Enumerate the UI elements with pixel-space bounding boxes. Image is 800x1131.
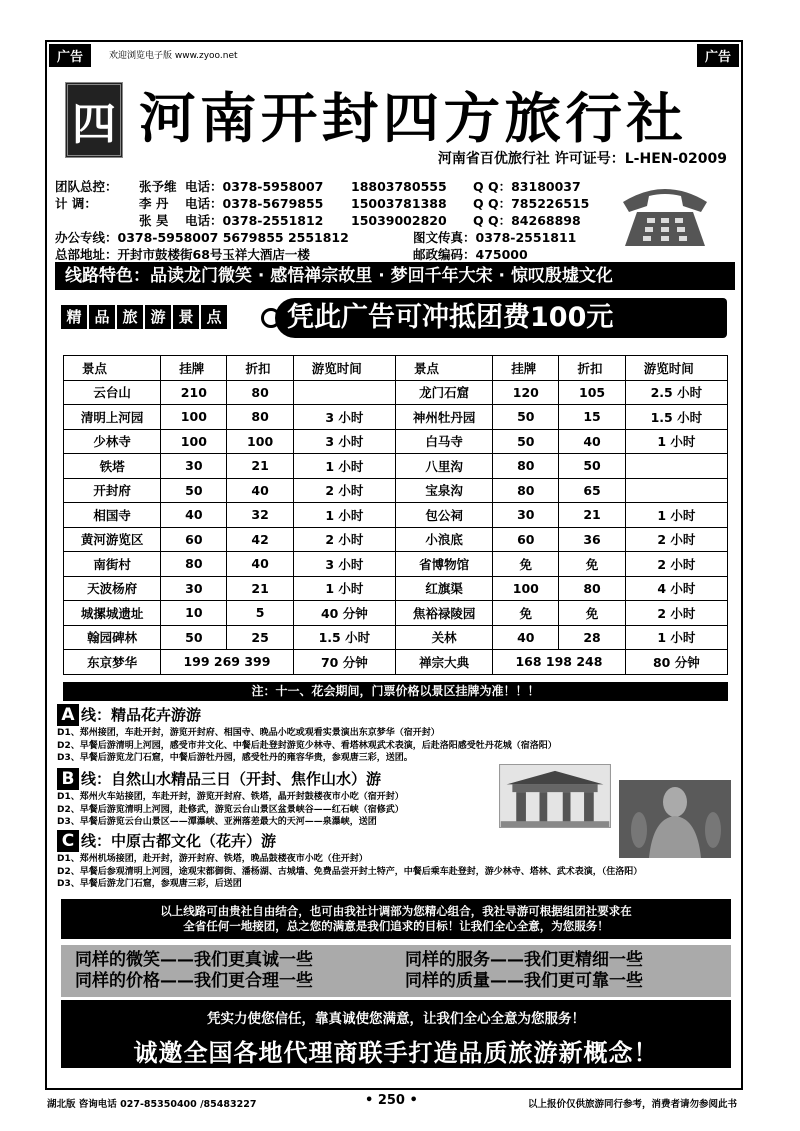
telephone-icon (617, 180, 713, 250)
logo-mark: 四 (72, 99, 116, 150)
table-cell: 40 (161, 503, 227, 528)
table-cell: 红旗渠 (395, 576, 492, 601)
table-row (64, 454, 728, 479)
table-row (64, 650, 728, 675)
table-cell: 50 (161, 478, 227, 503)
table-row (64, 478, 728, 503)
table-cell (625, 454, 727, 479)
table-cell: 天波杨府 (64, 576, 161, 601)
slogan-block (61, 945, 731, 997)
table-cell: 5 (227, 601, 293, 626)
table-cell: 清明上河园 (64, 405, 161, 430)
table-cell: 2 小时 (293, 527, 395, 552)
table-cell: 2 小时 (625, 552, 727, 577)
table-cell: 宝泉沟 (395, 478, 492, 503)
table-cell: 120 (493, 380, 559, 405)
table-cell: 白马寺 (395, 429, 492, 454)
table-cell: 65 (559, 478, 625, 503)
table-cell: 100 (227, 429, 293, 454)
table-cell: 3 小时 (293, 552, 395, 577)
table-cell: 省博物馆 (395, 552, 492, 577)
route-heading: C 线：中原古都文化（花卉）游 (57, 830, 747, 852)
table-cell: 42 (227, 527, 293, 552)
table-cell: 2.5 小时 (625, 380, 727, 405)
table-cell: 40 (559, 429, 625, 454)
table-cell: 105 (559, 380, 625, 405)
table-cell: 1 小时 (293, 454, 395, 479)
license-number: 河南省百优旅行社 许可证号：L-HEN-02009 (437, 151, 727, 167)
table-cell (625, 478, 727, 503)
table-row (64, 576, 728, 601)
table-cell: 80 (227, 380, 293, 405)
table-cell: 60 (493, 527, 559, 552)
itinerary-line: D2、早餐后游览清明上河园，赴修武，游览云台山景区盆景峡谷——红石峡（宿修武） (57, 804, 404, 815)
footer-edition: 湖北版 咨询电话 027-85350400 /85483227 (47, 1099, 257, 1110)
itinerary-line: D1、郑州机场接团，赴开封，游开封府、铁塔，晚品鼓楼夜市小吃（住开封） (57, 854, 368, 864)
table-cell: 40 (227, 478, 293, 503)
featured-spots-label: 精 品 旅 游 景 点 (61, 305, 227, 329)
table-cell: 50 (161, 625, 227, 650)
table-cell: 4 小时 (625, 576, 727, 601)
table-cell: 免 (559, 552, 625, 577)
table-cell: 相国寺 (64, 503, 161, 528)
contact-info (55, 178, 615, 263)
itinerary-line: D1、郑州火车站接团，车赴开封，游览开封府、铁塔，晶开封鼓楼夜市小吃（宿开封） (57, 792, 404, 802)
table-cell: 21 (227, 576, 293, 601)
table-row (64, 601, 728, 626)
page-footer (45, 1090, 743, 1112)
table-cell: 21 (559, 503, 625, 528)
price-table (63, 355, 728, 675)
contact-row: 团队总控： 张予维 电话：0378-5958007 18803780555 Q Q：83180037 (55, 179, 581, 194)
table-cell: 80 (493, 454, 559, 479)
address-line: 总部地址：开封市鼓楼街68号玉祥大酒店一楼 (55, 247, 310, 262)
route-c (57, 830, 747, 891)
table-cell: 70 分钟 (293, 650, 395, 675)
table-header-row: 景点 挂牌 折扣 游览时间 景点 挂牌 折扣 游览时间 (64, 356, 728, 381)
table-cell: 210 (161, 380, 227, 405)
table-row (64, 405, 728, 430)
table-cell: 32 (227, 503, 293, 528)
itinerary-line: D2、早餐后游清明上河园，感受市井文化、中餐后赴登封游览少林寺、看塔林观武术表演，后赴洛阳感受牡丹花城（宿洛阳） (57, 740, 557, 751)
agent-invitation-banner: 凭实力使您信任，靠真诚使您满意，让我们全心全意为您服务！ 诚邀全国各地代理商联手打造品质旅游新概念！ (61, 1000, 731, 1068)
table-cell: 28 (559, 625, 625, 650)
table-cell: 2 小时 (293, 478, 395, 503)
table-cell: 免 (493, 552, 559, 577)
table-cell: 40 (493, 625, 559, 650)
contact-row (55, 246, 615, 263)
table-cell: 25 (227, 625, 293, 650)
coupon-banner: 凭此广告可冲抵团费100元 (275, 298, 727, 338)
table-cell: 龙门石窟 (395, 380, 492, 405)
table-row (64, 503, 728, 528)
table-cell: 南街村 (64, 552, 161, 577)
table-cell: 少林寺 (64, 429, 161, 454)
table-cell: 15 (559, 405, 625, 430)
table-row (64, 429, 728, 454)
itinerary-line: D3、早餐后游览云台山景区——潭瀑峡、亚洲落差最大的天河——泉瀑峡，送团 (57, 817, 377, 827)
office-line: 办公专线：0378-5958007 5679855 2551812 (55, 230, 349, 245)
table-cell: 50 (493, 429, 559, 454)
table-cell: 1 小时 (293, 503, 395, 528)
table-row (64, 380, 728, 405)
table-cell: 3 小时 (293, 429, 395, 454)
postcode-line: 邮政编码：475000 (413, 247, 528, 262)
table-cell: 100 (161, 405, 227, 430)
table-cell: 100 (493, 576, 559, 601)
table-cell: 1.5 小时 (625, 405, 727, 430)
table-cell: 30 (161, 576, 227, 601)
table-cell: 1 小时 (625, 503, 727, 528)
company-logo (65, 82, 123, 158)
itinerary-line: D3、早餐后游龙门石窟，参观唐三彩，后送团 (57, 879, 242, 889)
route-a (57, 704, 737, 765)
table-cell: 关林 (395, 625, 492, 650)
table-cell: 30 (493, 503, 559, 528)
table-cell: 100 (161, 429, 227, 454)
contact-row (55, 229, 615, 246)
table-cell: 80 (559, 576, 625, 601)
table-cell: 60 (161, 527, 227, 552)
table-cell: 2 小时 (625, 527, 727, 552)
table-cell: 50 (559, 454, 625, 479)
table-cell: 80 (493, 478, 559, 503)
table-cell: 开封府 (64, 478, 161, 503)
table-row (64, 527, 728, 552)
custom-route-banner: 以上线路可由贵社自由结合，也可由我社计调部为您精心组合，我社导游可根据组团社要求在 全省任何一地接团，总之您的满意是我们追求的目标！让我们全心全意，为您服务！ (61, 899, 731, 939)
table-cell (293, 380, 395, 405)
web-url[interactable]: 欢迎浏览电子版 www.zyoo.net (109, 51, 238, 61)
table-cell: 50 (493, 405, 559, 430)
route-features-banner: 线路特色：品读龙门微笑 · 感悟禅宗故里 · 梦回千年大宋 · 惊叹殷墟文化 (55, 262, 735, 290)
footer-disclaimer: 以上报价仅供旅游同行参考，消费者请勿参阅此书 (527, 1099, 737, 1110)
table-row (64, 552, 728, 577)
table-cell: 黄河游览区 (64, 527, 161, 552)
table-cell: 小浪底 (395, 527, 492, 552)
table-cell: 翰园碑林 (64, 625, 161, 650)
table-cell: 10 (161, 601, 227, 626)
table-cell: 包公祠 (395, 503, 492, 528)
route-heading: B 线：自然山水精品三日（开封、焦作山水）游 (57, 768, 497, 790)
table-cell: 80 (227, 405, 293, 430)
table-cell: 80 (161, 552, 227, 577)
itinerary-line: D2、早餐后参观清明上河园，途观宋都御街、潘杨湖、古城墙、免费品尝开封土特产，中餐后乘车赴登封，游少林寺、塔林、武术表演，（住洛阳） (57, 866, 643, 877)
company-name: 河南开封四方旅行社 (139, 87, 688, 150)
table-cell: 1 小时 (293, 576, 395, 601)
itinerary-line: D3、早餐后游览龙门石窟，中餐后游牡丹园，感受牡丹的雍容华贵，参观唐三彩，送团。 (57, 753, 413, 763)
slogan: 同样的微笑——我们更真诚一些 (75, 950, 313, 970)
archway-image (499, 764, 611, 828)
price-note: 注：十一、花会期间，门票价格以景区挂牌为准！！！ (63, 682, 728, 701)
page-number: • 250 • (365, 1093, 418, 1108)
table-cell: 神州牡丹园 (395, 405, 492, 430)
table-cell: 城摞城遗址 (64, 601, 161, 626)
table-cell: 40 (227, 552, 293, 577)
ad-tag-right: 广告 (697, 44, 739, 67)
table-cell: 2 小时 (625, 601, 727, 626)
table-cell: 焦裕禄陵园 (395, 601, 492, 626)
table-cell: 1 小时 (625, 625, 727, 650)
table-cell: 免 (493, 601, 559, 626)
table-cell: 禅宗大典 (395, 650, 492, 675)
table-row (64, 625, 728, 650)
itinerary-line: D1、郑州接团，车赴开封，游览开封府、相国寺、晚品小吃或观看实景演出东京梦华（宿开封） (57, 728, 440, 738)
ad-tag-left: 广告 (49, 44, 91, 67)
table-cell: 21 (227, 454, 293, 479)
table-cell: 八里沟 (395, 454, 492, 479)
table-cell: 36 (559, 527, 625, 552)
slogan: 同样的价格——我们更合理一些 (75, 971, 313, 991)
table-cell: 1 小时 (625, 429, 727, 454)
table-cell: 免 (559, 601, 625, 626)
fax-line: 图文传真：0378-2551811 (413, 230, 577, 245)
table-cell: 168 198 248 (493, 650, 626, 675)
table-cell: 40 分钟 (293, 601, 395, 626)
slogan: 同样的服务——我们更精细一些 (405, 950, 643, 970)
slogan: 同样的质量——我们更可靠一些 (405, 971, 643, 991)
table-cell: 3 小时 (293, 405, 395, 430)
contact-row: 计 调： 李 丹 电话：0378-5679855 15003781388 Q Q：785226515 (55, 196, 590, 211)
table-cell: 铁塔 (64, 454, 161, 479)
table-cell: 30 (161, 454, 227, 479)
table-cell: 1.5 小时 (293, 625, 395, 650)
contact-row: 张 昊 电话：0378-2551812 15039002820 Q Q：84268898 (139, 213, 581, 228)
advertisement-page (45, 40, 743, 1090)
table-cell: 东京梦华 (64, 650, 161, 675)
route-b (57, 768, 497, 829)
table-cell: 80 分钟 (625, 650, 727, 675)
table-cell: 199 269 399 (161, 650, 294, 675)
table-cell: 云台山 (64, 380, 161, 405)
route-heading: A 线：精品花卉游游 (57, 704, 737, 726)
